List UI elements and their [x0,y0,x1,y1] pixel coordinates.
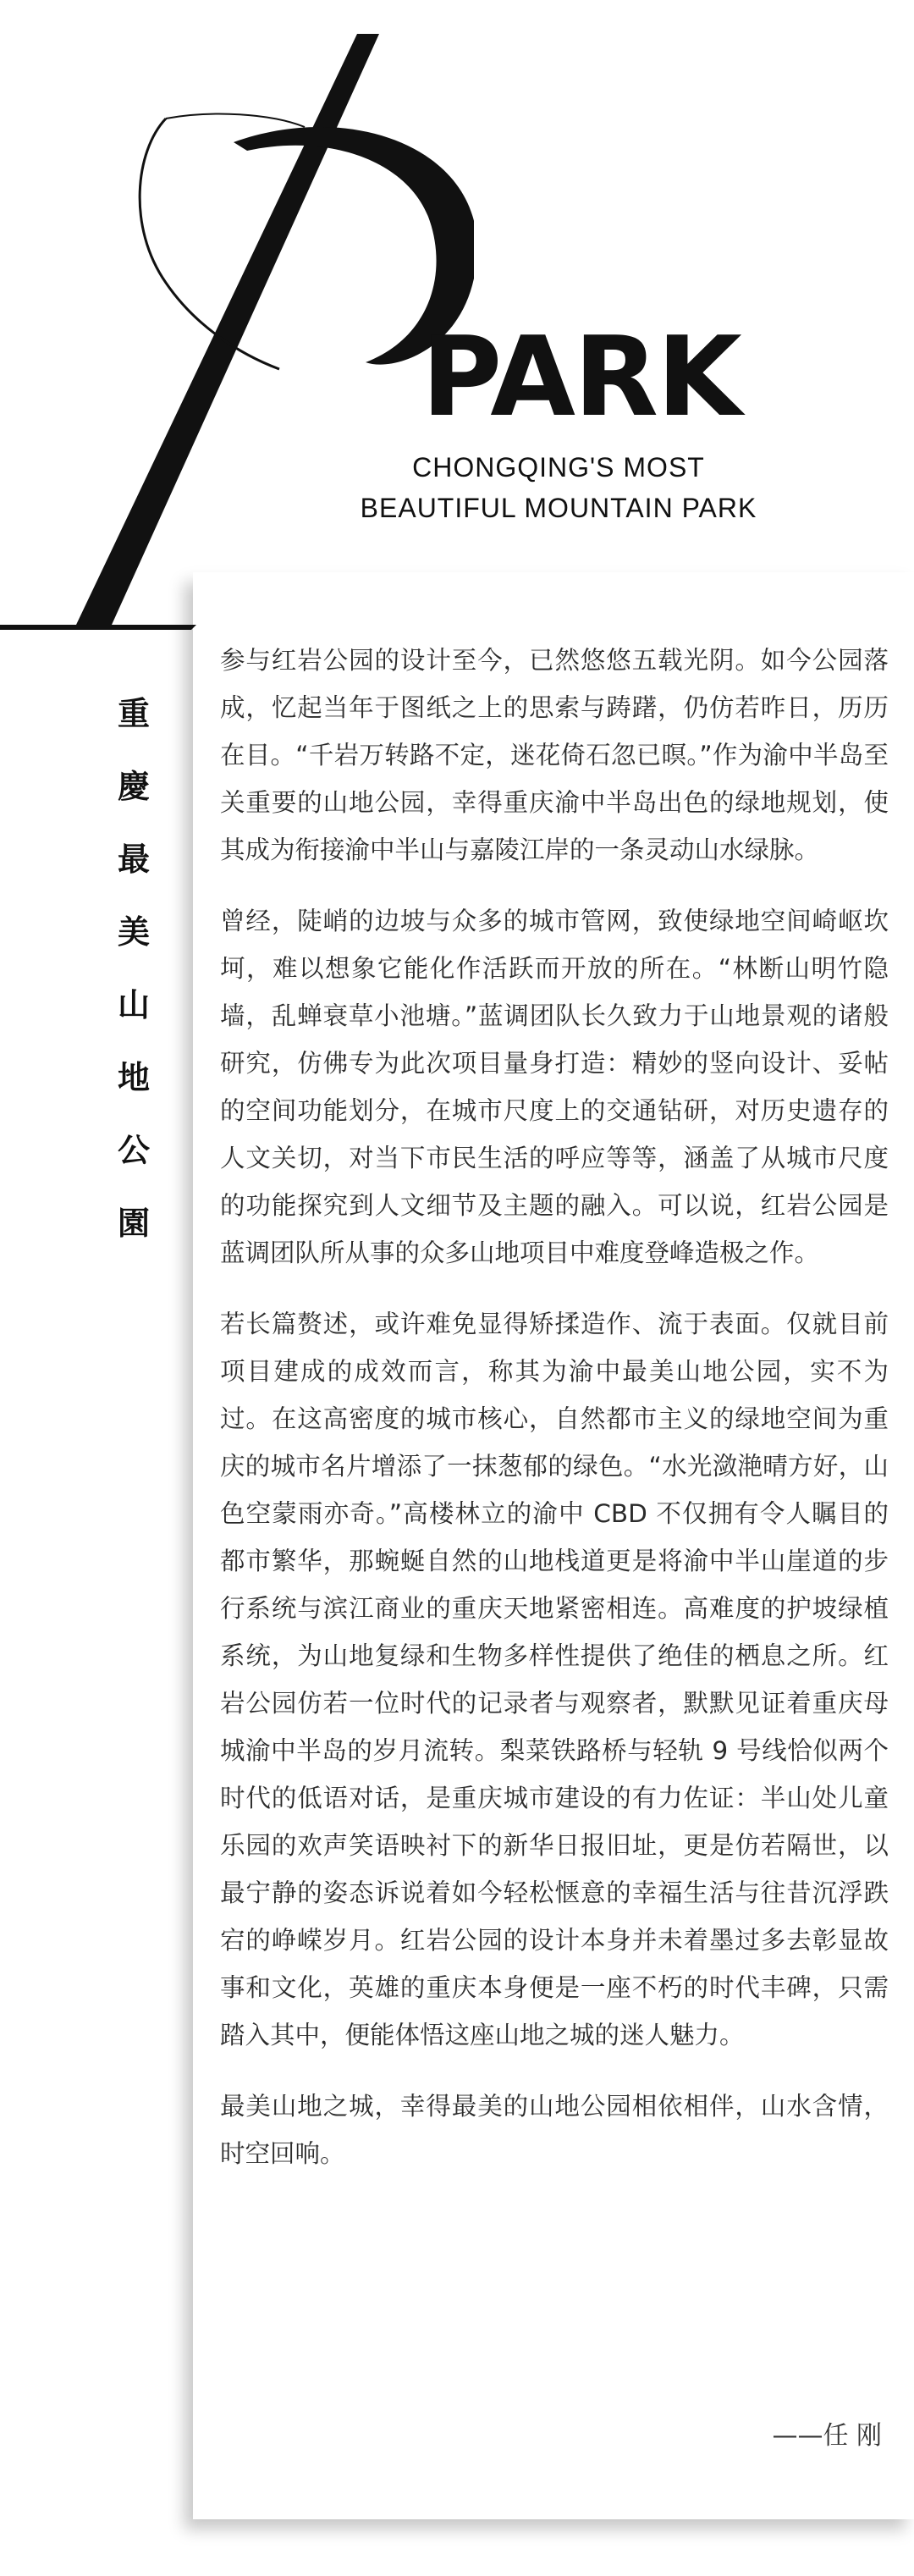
park-logo-mark [0,0,474,643]
vertical-char: 慶 [117,767,150,805]
vertical-char: 山 [117,985,150,1023]
article-paragraph: 曾经，陡峭的边坡与众多的城市管网，致使绿地空间崎岖坎坷，难以想象它能化作活跃而开放的所在。“林断山明竹隐墙，乱蝉衰草小池塘。”蓝调团队长久致力于山地景观的诸般研究，仿佛专为此次项目量身打造：精妙的竖向设计、妥帖的空间功能划分，在城市尺度上的交通钻研，对历史遗存的人文关切，对当下市民生活的呼应等等，涵盖了从城市尺度的功能探究到人文细节及主题的融入。可以说，红岩公园是蓝调团队所从事的众多山地项目中难度登峰造极之作。 [220,907,889,1267]
article-paragraph: 最美山地之城，幸得最美的山地公园相依相伴，山水含情，时空回响。 [220,2092,889,2168]
brand-title: PARK [421,312,741,441]
article-paragraph: 若长篇赘述，或许难免显得矫揉造作、流于表面。仅就目前项目建成的成效而言，称其为渝中最美山地公园，实不为过。在这高密度的城市核心，自然都市主义的绿地空间为重庆的城市名片增添了一抹葱郁的绿色。“水光潋滟晴方好，山色空蒙雨亦奇。”高楼林立的渝中 CBD 不仅拥有令人瞩目的都市繁华，那蜿蜒自然的山地栈道更是将渝中半山崖道的步行系统与滨江商业的重庆天地紧密相连。高难度的护坡绿植系统，为山地复绿和生物多样性提供了绝佳的栖息之所。红岩公园仿若一位时代的记录者与观察者，默默见证着重庆母城渝中半岛的岁月流转。梨菜铁路桥与轻轨 9 号线恰似两个时代的低语对话，是重庆城市建设的有力佐证：半山处儿童乐园的欢声笑语映衬下的新华日报旧址，更是仿若隔世，以最宁静的姿态诉说着如今轻松惬意的幸福生活与往昔沉浮跌宕的峥嵘岁月。红岩公园的设计本身并未着墨过多去彰显故事和文化，英雄的重庆本身便是一座不朽的时代丰碑，只需踏入其中，便能体悟这座山地之城的迷人魅力。 [220,1310,889,2049]
article-paragraph: 参与红岩公园的设计至今，已然悠悠五载光阴。如今公园落成，忆起当年于图纸之上的思索与踌躇，仍仿若昨日，历历在目。“千岩万转路不定，迷花倚石忽已暝。”作为渝中半岛至关重要的山地公园，幸得重庆渝中半岛出色的绿地规划，使其成为衔接渝中半山与嘉陵江岸的一条灵动山水绿脉。 [220,646,889,864]
vertical-char: 園 [117,1204,150,1242]
tagline-line1: CHONGQING'S MOST [412,452,705,483]
vertical-char: 公 [117,1131,150,1169]
tagline-line2: BEAUTIFUL MOUNTAIN PARK [360,493,757,523]
vertical-char: 地 [117,1058,150,1096]
article-body [220,637,889,2201]
vertical-char: 美 [117,913,150,951]
vertical-char: 最 [117,840,150,878]
vertical-title [100,677,168,1260]
vertical-char: 重 [117,694,150,732]
author-signature: ——任 刚 [772,2421,882,2451]
tagline [305,447,812,528]
